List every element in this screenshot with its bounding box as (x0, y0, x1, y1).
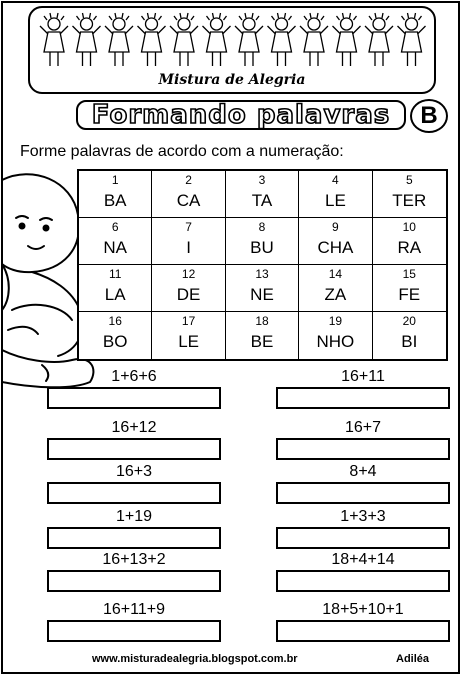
cell-number: 19 (328, 314, 343, 328)
cell-number: 20 (402, 314, 416, 328)
cell-syllable: FE (398, 285, 421, 304)
cell-syllable: DE (176, 285, 201, 304)
grid-cell (299, 265, 372, 312)
cell-number: 1 (111, 173, 119, 187)
child-figure (203, 13, 231, 66)
exercise-item (276, 507, 450, 549)
grid-cell (79, 265, 152, 312)
cell-syllable: I (186, 238, 191, 257)
cell-syllable: NE (250, 285, 274, 304)
exercise-item (276, 367, 450, 409)
child-figure (365, 13, 393, 66)
grid-cell (373, 265, 446, 312)
child-figure (170, 13, 198, 66)
answer-box[interactable] (276, 482, 450, 504)
cell-syllable: ZA (324, 285, 347, 304)
exercise-expression: 16+11+9 (103, 601, 165, 618)
cell-number: 14 (328, 267, 343, 281)
exercise-item (47, 600, 221, 642)
cell-syllable: BI (401, 332, 418, 351)
answer-box[interactable] (276, 570, 450, 592)
cell-number: 18 (255, 314, 269, 328)
cell-syllable: BE (250, 332, 274, 351)
answer-box[interactable] (47, 620, 221, 642)
exercise-item (276, 600, 450, 642)
exercise-expression: 1+3+3 (340, 508, 386, 525)
exercise-expression: 1+19 (115, 508, 153, 525)
cell-number: 11 (108, 267, 122, 281)
level-badge: B (410, 99, 448, 133)
cell-syllable: RA (397, 238, 422, 257)
cell-syllable: CHA (317, 238, 354, 257)
grid-cell (373, 171, 446, 218)
cell-syllable: LE (324, 191, 346, 210)
cell-syllable: CA (176, 191, 201, 210)
cell-number: 12 (181, 267, 196, 281)
exercise-item (276, 550, 450, 592)
child-figure (333, 13, 361, 66)
cell-syllable: BA (103, 191, 127, 210)
grid-cell (299, 218, 372, 265)
grid-cell (152, 312, 225, 359)
exercise-item (47, 418, 221, 460)
answer-box[interactable] (276, 438, 450, 460)
exercise-expression: 16+7 (344, 419, 382, 436)
grid-cell (373, 312, 446, 359)
grid-cell (373, 218, 446, 265)
cell-number: 4 (332, 173, 339, 187)
cell-number: 3 (258, 173, 266, 187)
grid-cell (79, 312, 152, 359)
grid-cell (152, 218, 225, 265)
child-figure (138, 13, 166, 66)
cell-number: 8 (258, 220, 266, 234)
cell-number: 10 (402, 220, 416, 234)
answer-box[interactable] (276, 527, 450, 549)
grid-cell (152, 171, 225, 218)
cell-syllable: BU (250, 238, 274, 257)
cell-number: 17 (181, 314, 196, 328)
grid-cell (79, 218, 152, 265)
exercise-expression: 16+13+2 (102, 551, 166, 568)
cell-number: 9 (332, 220, 339, 234)
cell-number: 2 (185, 173, 192, 187)
answer-box[interactable] (47, 527, 221, 549)
exercise-expression: 16+3 (115, 463, 153, 480)
grid-cell (299, 312, 372, 359)
exercise-item (47, 550, 221, 592)
exercise-expression: 8+4 (349, 463, 377, 480)
cell-number: 16 (108, 314, 122, 328)
header-banner (28, 6, 436, 94)
child-figure (73, 13, 101, 66)
answer-box[interactable] (47, 482, 221, 504)
children-row-illustration (38, 12, 426, 70)
grid-cell (226, 218, 299, 265)
cell-syllable: NHO (316, 332, 355, 351)
instruction-text: Forme palavras de acordo com a numeração: (20, 143, 344, 160)
answer-box[interactable] (47, 387, 221, 409)
cell-number: 13 (255, 267, 269, 281)
grid-cell (79, 171, 152, 218)
exercise-expression: 18+4+14 (331, 551, 395, 568)
page-title: Formando palavras (91, 100, 391, 130)
answer-box[interactable] (47, 438, 221, 460)
grid-cell (152, 265, 225, 312)
cell-syllable: LA (104, 285, 126, 304)
child-figure (300, 13, 328, 66)
child-figure (398, 13, 426, 66)
exercise-expression: 1+6+6 (111, 368, 157, 385)
cell-syllable: TER (392, 191, 427, 210)
cell-number: 6 (111, 220, 119, 234)
grid-cell (226, 312, 299, 359)
child-figure (268, 13, 296, 66)
exercise-item (276, 462, 450, 504)
cell-syllable: LE (178, 332, 199, 351)
title-banner (76, 100, 406, 130)
child-figure (235, 13, 263, 66)
grid-cell (226, 171, 299, 218)
exercise-expression: 16+11 (341, 368, 385, 385)
exercise-item (47, 507, 221, 549)
answer-box[interactable] (276, 387, 450, 409)
answer-box[interactable] (47, 570, 221, 592)
cell-number: 7 (185, 220, 192, 234)
syllable-grid (77, 169, 448, 361)
cell-syllable: TA (251, 191, 273, 210)
exercise-item (47, 462, 221, 504)
exercise-item (276, 418, 450, 460)
brand-logo-text: Mistura de Alegria (158, 72, 306, 88)
child-figure (40, 13, 68, 66)
footer-url[interactable]: www.misturadealegria.blogspot.com.br (92, 653, 298, 665)
cell-syllable: NA (103, 238, 127, 257)
exercise-item (47, 367, 221, 409)
grid-cell (226, 265, 299, 312)
grid-cell (299, 171, 372, 218)
exercise-expression: 18+5+10+1 (322, 601, 404, 618)
footer-author: Adiléa (396, 653, 430, 665)
cell-number: 15 (402, 267, 416, 281)
child-figure (105, 13, 133, 66)
answer-box[interactable] (276, 620, 450, 642)
exercise-expression: 16+12 (111, 419, 157, 436)
cell-syllable: BO (102, 332, 128, 351)
cell-number: 5 (405, 173, 413, 187)
